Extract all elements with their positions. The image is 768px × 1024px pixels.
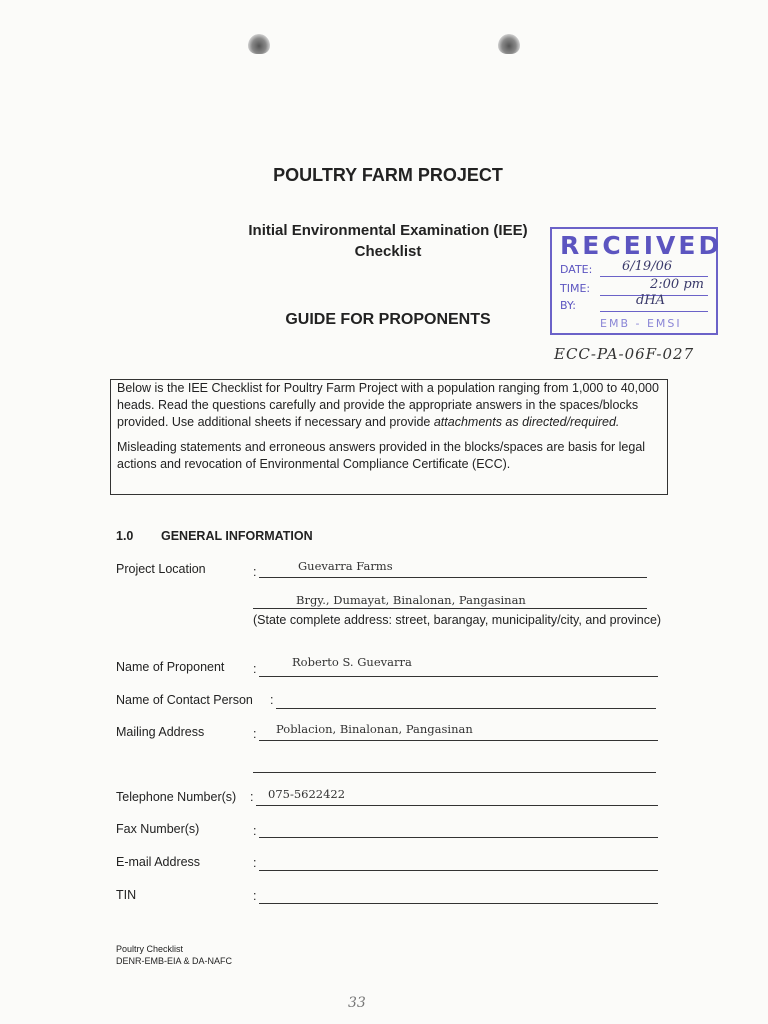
telephone-line[interactable] <box>256 805 658 806</box>
proponent-colon: : <box>253 662 257 676</box>
stamp-heading: RECEIVED <box>560 231 723 260</box>
project-location-value-2: Brgy., Dumayat, Binalonan, Pangasinan <box>296 593 526 607</box>
section-title: GENERAL INFORMATION <box>161 529 313 543</box>
footer-line-1: Poultry Checklist <box>116 944 184 954</box>
email-label: E-mail Address <box>116 855 201 869</box>
subtitle-line-1: Initial Environmental Examination (IEE) <box>248 222 528 239</box>
instructions-box <box>110 379 668 495</box>
stamp-date-value: 6/19/06 <box>622 259 673 274</box>
contact-person-colon: : <box>270 693 274 707</box>
punch-hole-right <box>498 34 520 54</box>
received-stamp <box>550 227 723 335</box>
proponent-label: Name of Proponent <box>116 660 225 674</box>
project-location-colon: : <box>253 565 257 579</box>
punch-hole-left <box>248 34 270 54</box>
instructions-italic-text: attachments as directed/required. <box>433 415 620 429</box>
section-heading <box>116 529 313 543</box>
project-location-value-1: Guevarra Farms <box>298 559 393 573</box>
mailing-address-value: Poblacion, Binalonan, Pangasinan <box>276 722 473 736</box>
page-number: 33 <box>348 995 366 1011</box>
contact-person-line[interactable] <box>276 708 656 709</box>
document-title: POULTRY FARM PROJECT <box>273 165 503 185</box>
stamp-signature: dHA <box>636 293 666 308</box>
page-footer <box>116 943 232 967</box>
project-location-line-2[interactable] <box>253 608 647 609</box>
stamp-by-label: BY: <box>560 299 576 312</box>
telephone-value: 075-5622422 <box>268 787 346 801</box>
stamp-time-value: 2:00 pm <box>650 277 704 292</box>
project-location-line-1[interactable] <box>259 577 647 578</box>
fax-line[interactable] <box>259 837 658 838</box>
fax-label: Fax Number(s) <box>116 822 200 836</box>
mailing-address-label: Mailing Address <box>116 725 205 739</box>
stamp-time-label: TIME: <box>560 282 591 295</box>
section-number: 1.0 <box>116 529 134 543</box>
footer-line-2: DENR-EMB-EIA & DA-NAFC <box>116 956 233 966</box>
telephone-colon: : <box>250 790 254 804</box>
contact-person-label: Name of Contact Person <box>116 693 253 707</box>
fax-colon: : <box>253 824 257 838</box>
subtitle-line-2: Checklist <box>354 243 422 260</box>
address-instruction-note: (State complete address: street, barangay, municipality/city, and province) <box>253 613 662 627</box>
stamp-office: EMB - EMSI <box>600 317 682 330</box>
instructions-paragraph-1 <box>117 380 661 431</box>
stamp-date-label: DATE: <box>560 263 593 276</box>
stamp-by-line <box>600 311 708 312</box>
telephone-label: Telephone Number(s) <box>116 790 237 804</box>
mailing-address-line-2[interactable] <box>253 772 656 773</box>
proponent-value: Roberto S. Guevarra <box>292 655 412 669</box>
proponent-line[interactable] <box>259 676 658 677</box>
email-colon: : <box>253 856 257 870</box>
ecc-reference-number: ECC-PA-06F-027 <box>554 345 695 363</box>
email-line[interactable] <box>259 870 658 871</box>
project-location-label: Project Location <box>116 562 206 576</box>
instructions-text: Below is the IEE Checklist for Poultry Farm Project with a population ranging from 1,000 to 40,000 heads. Read the questions carefully and provide the appropriate answers in the spaces/blocks provided. Use additional sheets if necessary and provide <box>117 381 659 429</box>
mailing-address-line-1[interactable] <box>259 740 658 741</box>
tin-label: TIN <box>116 888 137 902</box>
tin-colon: : <box>253 889 257 903</box>
tin-line[interactable] <box>259 903 658 904</box>
mailing-address-colon: : <box>253 727 257 741</box>
guide-heading: GUIDE FOR PROPONENTS <box>285 311 491 328</box>
instructions-paragraph-2: Misleading statements and erroneous answers provided in the blocks/spaces are basis for legal actions and revocation of Environmental Compliance Certificate (ECC). <box>117 440 646 471</box>
